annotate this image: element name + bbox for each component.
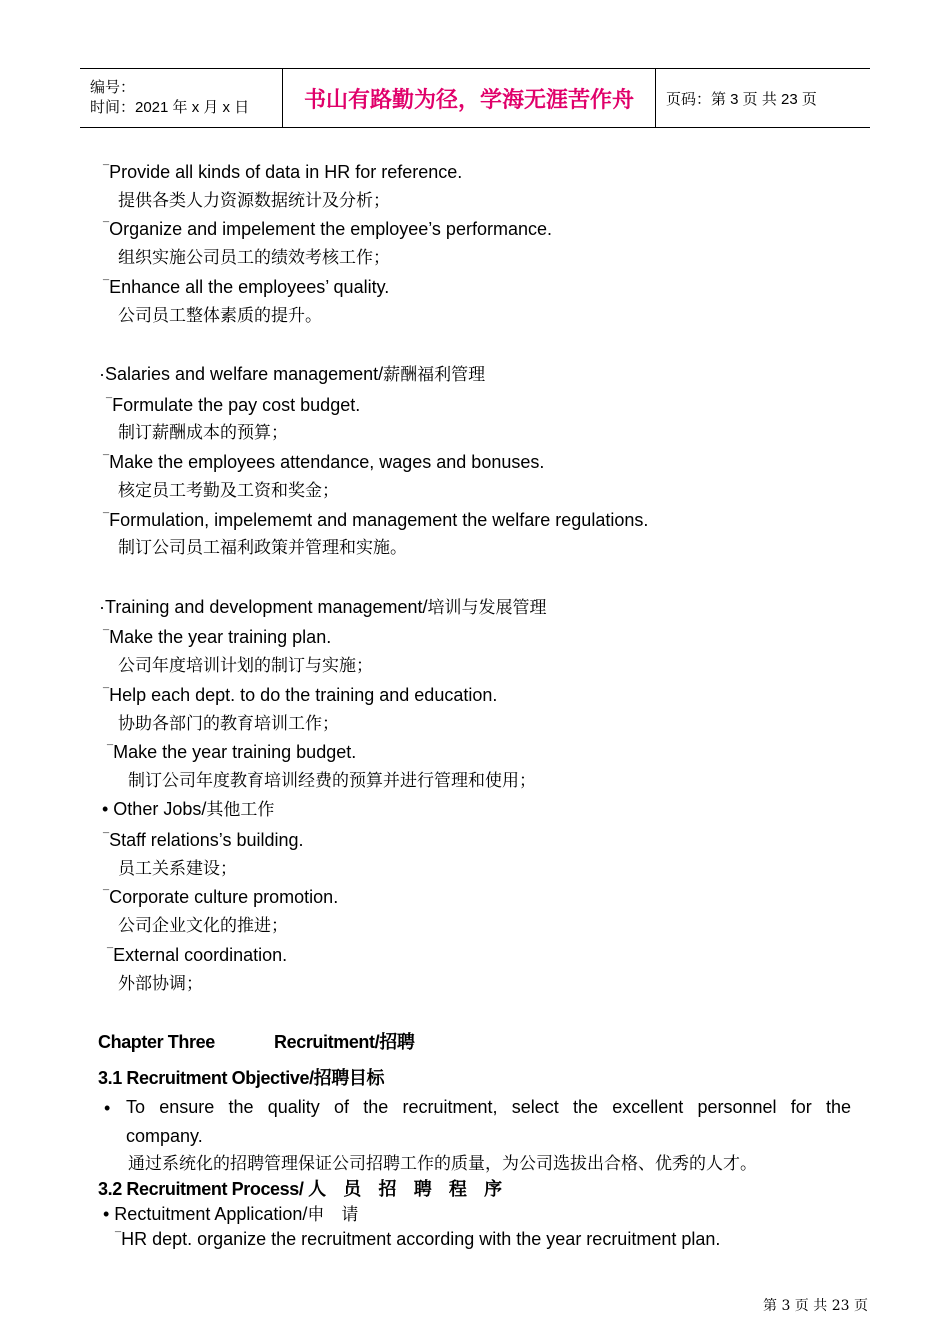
list-item-translation: 员工关系建设； (118, 859, 237, 879)
list-item-translation: 组织实施公司员工的绩效考核工作； (118, 248, 390, 268)
document-number: 编号： (90, 79, 136, 96)
list-item-translation: 公司企业文化的推进； (118, 916, 288, 936)
chapter-number: Chapter Three (98, 1032, 215, 1052)
list-item-translation: 公司员工整体素质的提升。 (118, 306, 322, 326)
bullet-marker: • (104, 1098, 111, 1118)
list-item-translation: 制订公司员工福利政策并管理和实施。 (118, 538, 407, 558)
list-item-translation: 制订公司年度教育培训经费的预算并进行管理和使用； (128, 771, 536, 791)
header-motto: 书山有路勤为径，学海无涯苦作舟 (282, 69, 656, 127)
list-item: ¯HR dept. organize the recruitment according with the year recruitment plan. (115, 1229, 721, 1249)
section-heading-other-jobs: • Other Jobs/其他工作 (102, 799, 275, 820)
list-item: ¯Organize and impelement the employee’s performance. (103, 219, 552, 239)
list-item: ¯Formulation, impelememt and management the welfare regulations. (103, 510, 649, 530)
list-item: ¯Formulate the pay cost budget. (106, 395, 361, 415)
list-item: ¯Provide all kinds of data in HR for reference. (103, 162, 463, 182)
list-item: ¯Staff relations’s building. (103, 830, 304, 850)
list-item: ¯Make the year training budget. (107, 742, 357, 762)
section-3-1-text-continued: company. (126, 1126, 203, 1146)
list-item-translation: 协助各部门的教育培训工作； (118, 714, 339, 734)
list-item: ¯Help each dept. to do the training and education. (103, 685, 498, 705)
list-item: ¯Enhance all the employees’ quality. (103, 277, 390, 297)
list-item: ¯Corporate culture promotion. (103, 887, 339, 907)
list-item-translation: 核定员工考勤及工资和奖金； (118, 481, 339, 501)
list-item: ¯Make the employees attendance, wages and bonuses. (103, 452, 545, 472)
list-item-translation: 制订薪酬成本的预算； (118, 423, 288, 443)
list-item: ¯Make the year training plan. (103, 627, 332, 647)
section-heading-training: ·Training and development management/培训与发展管理 (99, 597, 547, 618)
list-item: ¯External coordination. (107, 945, 288, 965)
list-item-translation: 提供各类人力资源数据统计及分析； (118, 191, 390, 211)
header-page-number: 页码：第 3 页 共 23 页 (666, 90, 817, 108)
page-header (80, 68, 870, 128)
header-meta (80, 69, 282, 127)
section-3-2-title: 3.2 Recruitment Process/ 人 员 招 聘 程 序 (98, 1179, 502, 1199)
list-item-translation: 外部协调； (118, 974, 203, 994)
document-time: 时间：2021 年 x 月 x 日 (90, 99, 250, 116)
list-item-translation: 公司年度培训计划的制订与实施； (118, 656, 373, 676)
chapter-title: Recruitment/招聘 (274, 1032, 415, 1052)
section-3-1-text: To ensure the quality of the recruitment, select the excellent personnel for the (126, 1097, 851, 1117)
section-3-1-translation: 通过系统化的招聘管理保证公司招聘工作的质量，为公司选拔出合格、优秀的人才。 (128, 1154, 757, 1174)
page-footer: 第 3 页 共 23 页 (763, 1298, 868, 1314)
section-heading-salaries: ·Salaries and welfare management/薪酬福利管理 (99, 364, 486, 385)
sub-heading-application: • Rectuitment Application/申 请 (103, 1204, 359, 1225)
section-3-1-title: 3.1 Recruitment Objective/招聘目标 (98, 1068, 385, 1088)
